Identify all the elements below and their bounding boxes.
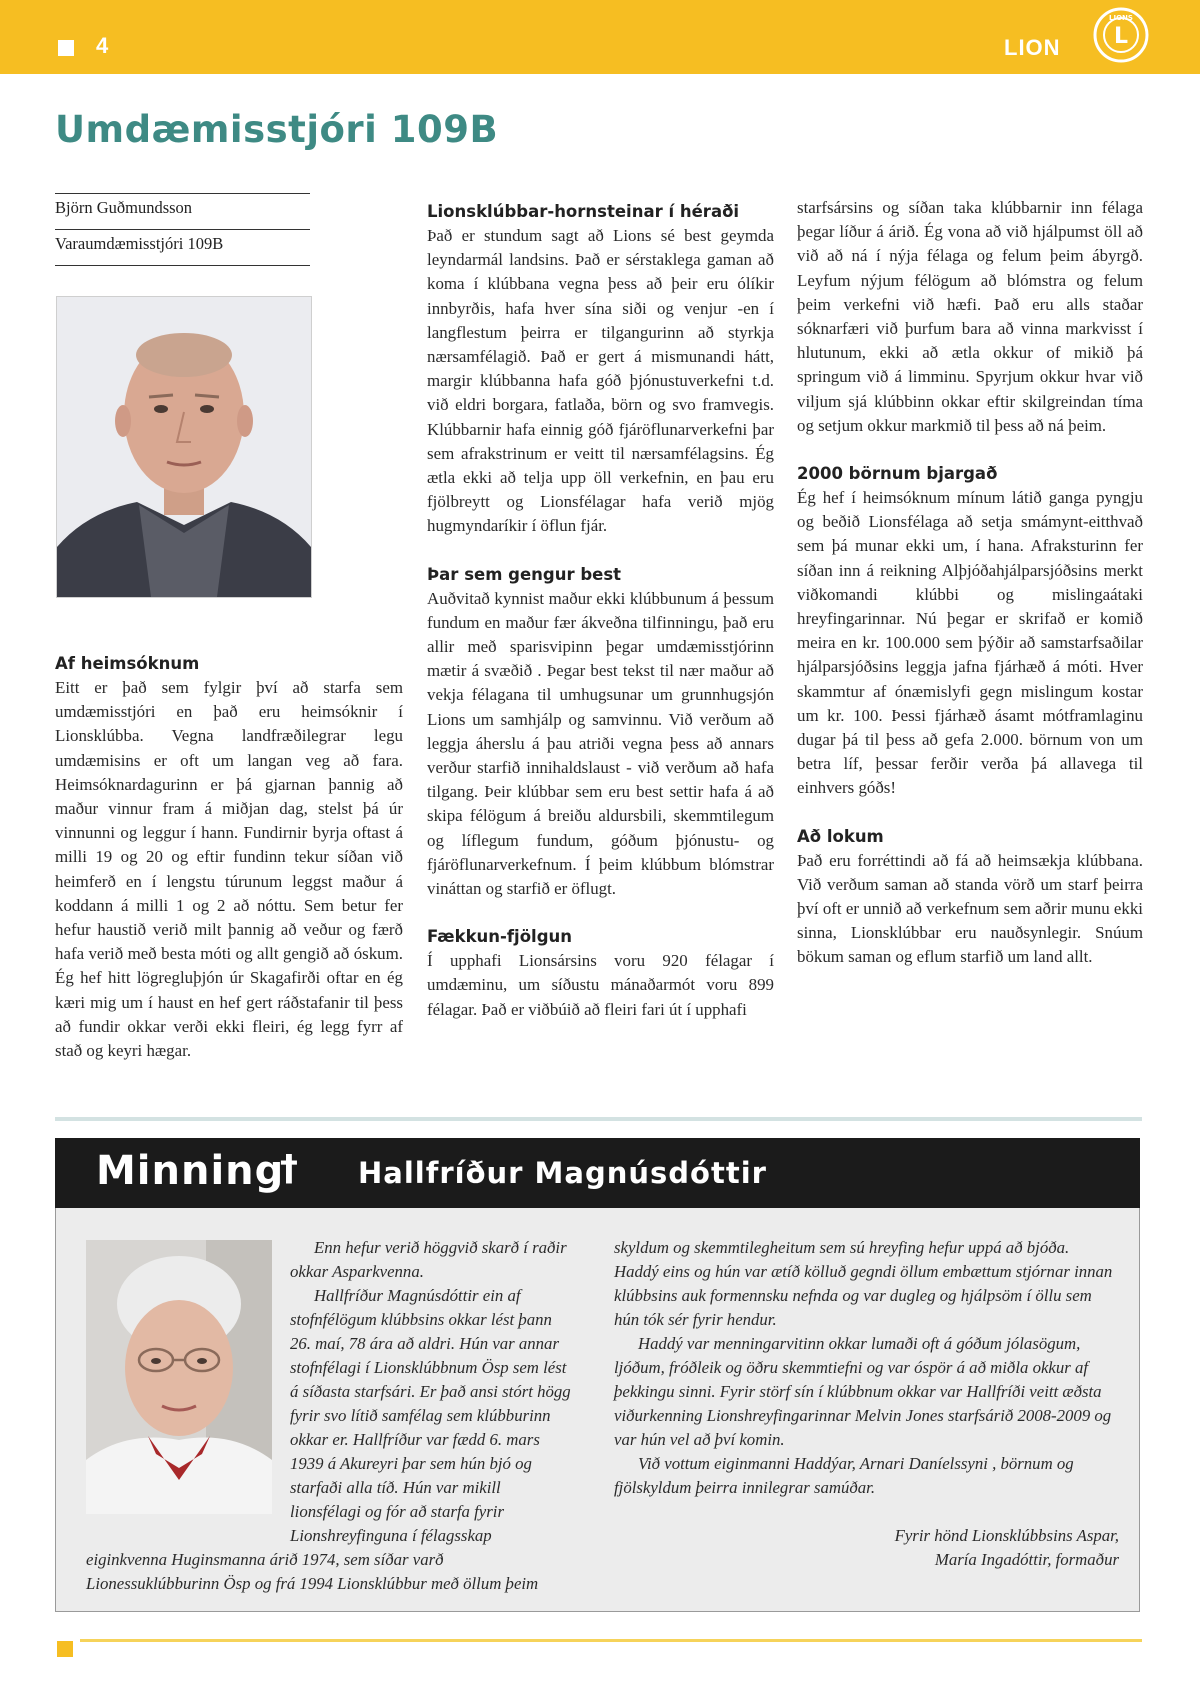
section-divider: [55, 1117, 1142, 1121]
signature-line-2: María Ingadóttir, formaður: [934, 1550, 1119, 1569]
paragraph: Auðvitað kynnist maður ekki klúbbunum á þessum fundum en maður fær ákveðna tilfinningu, það eru allir með sparisvipinn þegar umdæmisstjórinn mætir á svæðið . Þegar best tekst til nær maður að vekja félagana til umhugsunar um grunnhugsjón Lions um samhjálp og samvinnu. Við verðum að leggja áherslu á þau atriði vegna þess að annars verður starfið innihaldslaust - við verðum að hafa tilgang. Þeir klúbbar sem eru best settir hafa á að skipa félögum á breiðu aldursbili, skemmtilegum og líflegum fundum, góðum þjónustu- og fjáröflunarverkefnum. Í þeim klúbbum blómstrar vináttan og starfið er öflugt.: [427, 588, 774, 899]
paragraph: Eitt er það sem fylgir því að starfa sem umdæmisstjóri en það eru heimsóknir í Lionsklúbba. Vegna landfræðilegrar legu umdæmisins er oft um langan veg að fara. Heimsóknardagurinn er þá gjarnan þannig að maður vinnur fram á miðjan dag, stelst þá úr vinnunni og leggur í hann. Fundirnir byrja oftast á milli 19 og 20 og eftir fundinn tekur síðan við heimferð en í lengstu túrunum leggst maður á koddann á milli 1 og 2 að nóttu. Sem betur fer hefur haustið verið milt þannig að veður og færð hafa verið með besta móti og allt gengið að óskum. Ég hef hitt lögregluþjón úr Skagafirði oftar en ég kæri mig um í haust en hef gert ráðstafanir til þess að fundir okkar verði ekki fleiri, ég legg fyrr af stað og keyri hægar.: [55, 678, 403, 1061]
divider-line: [55, 193, 310, 194]
text-line: á síðasta starfsári. Er það ansi stórt högg: [290, 1382, 571, 1401]
page-marker-square: [58, 40, 74, 56]
obituary-signature: [614, 1524, 1119, 1572]
divider-line: [55, 265, 310, 266]
article-column-3: [797, 196, 1143, 970]
obituary-left-text: [290, 1236, 590, 1548]
section-heading: 2000 börnum bjargað: [797, 464, 998, 484]
section-heading: Af heimsóknum: [55, 654, 200, 673]
paragraph: Það eru forréttindi að fá að heimsækja klúbbana. Við verðum saman að standa vörð um starf þeirra því oft er unnið að verkefnum sem aðrir munu ekki sinna, Lionsklúbbar eru nauðsynlegir. Snúum bökum saman og eflum starfið um land allt.: [797, 850, 1143, 967]
article-column-2: [427, 200, 774, 1022]
text-line: Lionshreyfinguna í félagsskap: [290, 1526, 492, 1545]
text-line: starfaði alla tíð. Hún var mikill: [290, 1478, 501, 1497]
logo-top-text: LIONS: [1109, 14, 1133, 22]
divider-line: [55, 229, 310, 230]
person-name: Björn Guðmundsson: [55, 198, 193, 217]
section-heading: Að lokum: [797, 826, 884, 846]
text-line: stofnfélagi í Lionsklúbbnum Ösp sem lést: [290, 1358, 567, 1377]
obituary-heading: Minning: [96, 1148, 285, 1194]
text-line: okkar er. Hallfríður var fædd 6. mars: [290, 1430, 540, 1449]
text-line: okkar Asparkvenna.: [290, 1262, 424, 1281]
paragraph: skyldum og skemmtilegheitum sem sú hreyfing hefur uppá að bjóða. Haddý eins og hún var ætíð kölluð gegndi öllum embættum stjórnar innan klúbbsins auk formennsku nefnda og var dugleg og hjálpsöm í öllu sem hún tók sér fyrir hendur.: [614, 1238, 1113, 1329]
paragraph: Ég hef í heimsóknum mínum látið ganga pyngju og beðið Lionsfélaga að setja smámynt-eitthvað sem þá munar ekki um, í hana. Afraksturinn fer síðan inn á reikning Alþjóðahjálparsjóðsins merkt viðkomandi klúbbi og mislingaátaki hreyfingarinnar. Nú þegar er skrifað er komið meira en kr. 100.000 sem þýðir að samstarfsaðilar hjálparsjóðsins leggja jafna fjárhæð á móti. Hver skammtur af ónæmislyfi gegn mislingum kostar um kr. 100. Þessi fjárhæð ásamt mótframlaginu dugar þá til þess að gefa 2.000. börnum von um betra líf, þessar ferðir verða þá allavega til einhvers góðs!: [797, 488, 1143, 798]
lions-logo-icon: [1093, 7, 1149, 63]
paragraph: Það er stundum sagt að Lions sé best geymda leyndarmál landsins. Það er sérstaklega gaman að koma í klúbbana vegna þess að þeir eru ólíkir innbyrðis, hafa hver sína siði og venjur -en í langflestum þeirra er tilgangurinn að styrkja nærsamfélagið. Það er gert á mismunandi hátt, margir klúbbanna hafa góð þjónustuverkefni t.d. við eldri borgara, fatlaða, börn og svo framvegis. Klúbbarnir hafa einnig góð fjáröflunarverkefni þar sem afrakstrinum er veitt til nærsamfélagsins. Ég ætla ekki að telja upp öll verkefnin, en þau eru fjölbreytt og Lionsfélagar hafa verið mjög hugmyndaríkir í öflun fjár.: [427, 226, 774, 536]
article-title: Umdæmisstjóri 109B: [55, 108, 499, 151]
page-header: [0, 0, 1200, 74]
magazine-name: LION: [1004, 35, 1061, 60]
signature-line-1: Fyrir hönd Lionsklúbbsins Aspar,: [894, 1526, 1119, 1545]
text-line: 1939 á Akureyri þar sem hún bjó og: [290, 1454, 532, 1473]
obituary-portrait-photo: [86, 1240, 272, 1514]
section-heading: Fækkun-fjölgun: [427, 927, 573, 947]
text-line: Enn hefur verið höggvið skarð í raðir: [314, 1238, 567, 1257]
portrait-photo: [56, 296, 312, 598]
text-line: Hallfríður Magnúsdóttir ein af: [314, 1286, 521, 1305]
text-line: lionsfélagi og fór að starfa fyrir: [290, 1502, 504, 1521]
cross-icon: †: [280, 1148, 298, 1189]
article-column-1: [55, 652, 403, 1063]
page-number: 4: [96, 33, 109, 58]
text-line: fyrir svo lítið samfélag sem klúbburinn: [290, 1406, 551, 1425]
footer-rule: [80, 1639, 1142, 1642]
obituary-left-tail: [86, 1548, 606, 1596]
section-heading: Lionsklúbbar-hornsteinar í héraði: [427, 202, 740, 221]
footer-marker-square: [57, 1641, 73, 1657]
paragraph: Í upphafi Lionsársins voru 920 félagar í umdæminu, um síðustu mánaðarmót voru 899 félagar. Það er viðbúið að fleiri fari út í upphafi: [427, 951, 774, 1019]
paragraph: Við vottum eiginmanni Haddýar, Arnari Daníelssyni , börnum og fjölskyldum þeirra innilegrar samúðar.: [614, 1454, 1074, 1497]
text-line: eiginkvenna Huginsmanna árið 1974, sem síðar varð: [86, 1550, 444, 1569]
text-line: 26. maí, 78 ára að aldri. Hún var annar: [290, 1334, 559, 1353]
logo-letter: L: [1113, 24, 1129, 49]
text-line: stofnfélögum klúbbsins okkar lést þann: [290, 1310, 552, 1329]
person-role: Varaumdæmisstjóri 109B: [55, 234, 224, 253]
section-heading: Þar sem gengur best: [427, 564, 622, 584]
obituary-name: Hallfríður Magnúsdóttir: [358, 1156, 767, 1190]
obituary-right-text: [614, 1236, 1114, 1500]
text-line: Lionessuklúbburinn Ösp og frá 1994 Lionsklúbbur með öllum þeim: [86, 1574, 539, 1593]
paragraph: starfsársins og síðan taka klúbbarnir inn félaga þegar líður á árið. Ég vona að við hjálpumst öll að við að ná í nýja félaga og felum þeim ábyrgð. Leyfum nýjum félögum að blómstra og felum þeim verkefni við hæfi. Það eru alls staðar sóknarfæri við þurfum bara að vinna markvisst í hlutunum, ekki að ætla okkur of mikið þá springum við á limminu. Spyrjum okkur hvar við viljum sjá klúbbinn okkar eftir skilgreindan tíma og setjum okkur markmið til þess að ná þeim.: [797, 198, 1143, 435]
paragraph: Haddý var menningarvitinn okkar lumaði oft á góðum jólasögum, ljóðum, fróðleik og öðru skemmtiefni og var óspör á að miðla okkur af þekkingu sinni. Fyrir störf sín í klúbbnum okkar var Hallfríði veitt æðsta viðurkenning Lionshreyfingarinnar Melvin Jones starfsárið 2008-2009 og var hún vel að því komin.: [614, 1334, 1112, 1449]
